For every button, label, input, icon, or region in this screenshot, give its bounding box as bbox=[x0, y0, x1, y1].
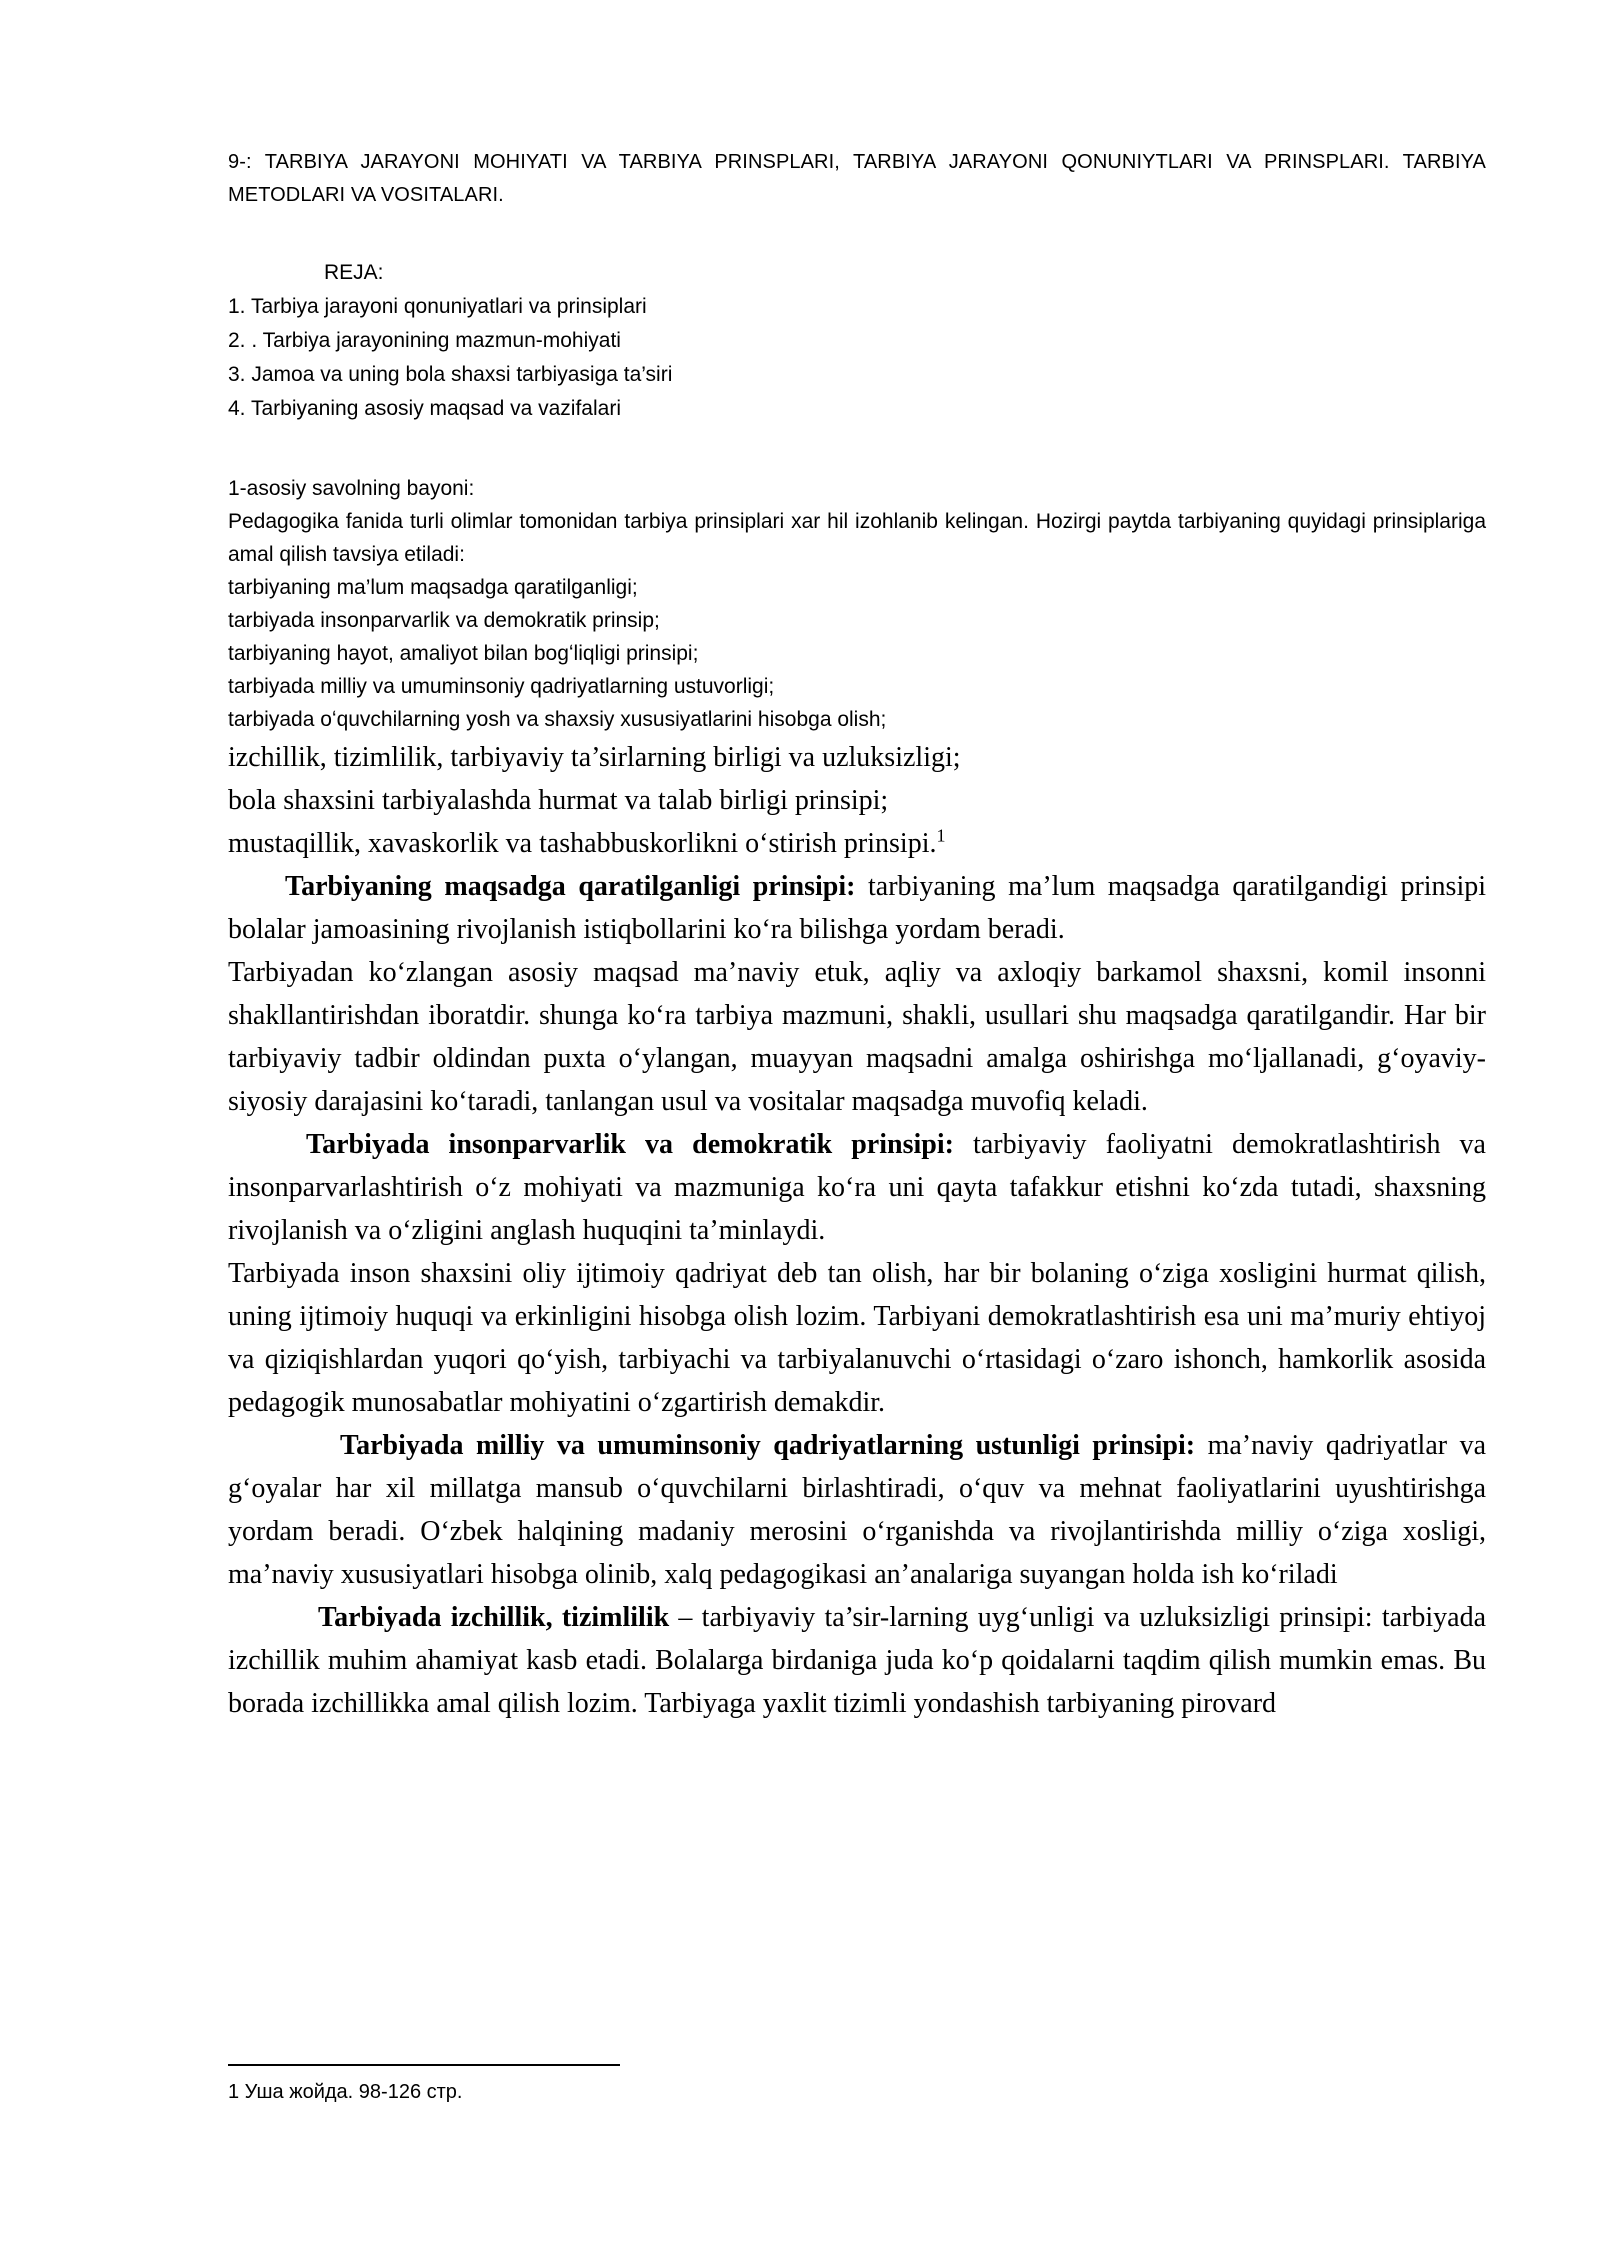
reja-item: 4. Tarbiyaning asosiy maqsad va vazifalari bbox=[228, 397, 621, 420]
paragraph-lead: Tarbiyada insonparvarlik va demokratik prinsipi: bbox=[306, 1129, 954, 1160]
principles-list-emphasis bbox=[228, 736, 1486, 865]
paragraph bbox=[228, 1424, 1486, 1596]
principle-item: tarbiyada insonparvarlik va demokratik prinsip; bbox=[228, 609, 660, 632]
paragraph bbox=[228, 1123, 1486, 1252]
principle-item: tarbiyada oʻquvchilarning yosh va shaxsiy xususiyatlarini hisobga olish; bbox=[228, 708, 887, 731]
principle-item: izchillik, tizimlilik, tarbiyaviy ta’sirlarning birligi va uzluksizligi; bbox=[228, 742, 961, 773]
footnote-separator bbox=[228, 2064, 620, 2066]
footnote-area bbox=[228, 2064, 1486, 2106]
intro-paragraph: Pedagogika fanida turli olimlar tomonidan tarbiya prinsiplari xar hil izohlanib kelingan. Hozirgi paytda tarbiyaning quyidagi prinsiplariga amal qilish tavsiya etiladi: bbox=[228, 510, 1486, 566]
reja-item: 2. . Tarbiya jarayonining mazmun-mohiyati bbox=[228, 329, 621, 352]
paragraph-lead: Tarbiyada milliy va umuminsoniy qadriyatlarning ustunligi prinsipi: bbox=[340, 1430, 1196, 1461]
principle-item: tarbiyaning ma’lum maqsadga qaratilganligi; bbox=[228, 576, 638, 599]
paragraph bbox=[228, 865, 1486, 951]
body-paragraphs bbox=[228, 865, 1486, 1725]
reja-heading: REJA: bbox=[324, 261, 384, 284]
paragraph-body: ma’naviy qadriyatlar va gʻoyalar har xil millatga mansub oʻquvchilarni birlashtiradi, oʻquv va mehnat faoliyatlarini uyushtirishga yordam beradi. Oʻzbek halqining madaniy merosini oʻrganishda va rivojlantirishda milliy oʻziga xosligi, ma’naviy xususiyatlari hisobga olinib, xalq pedagogikasi an’analariga suyangan holda ish koʻriladi bbox=[228, 1430, 1487, 1590]
paragraph-body: – tarbiyaviy ta’sir-larning uygʻunligi va uzluksizligi prinsipi: tarbiyada izchillik muhim ahamiyat kasb etadi. Bolalarga birdaniga juda koʻp qoidalarni taqdim qilish mumkin emas. Bu borada izchillikka amal qilish lozim. Tarbiyaga yaxlit tizimli yondashish tarbiyaning pirovard bbox=[228, 1602, 1486, 1719]
paragraph bbox=[228, 1596, 1486, 1725]
document-title: 9-: TARBIYA JARAYONI MOHIYATI VA TARBIYA PRINSPLARI, TARBIYA JARAYONI QONUNIYTLARI VA PRINSPLARI. TARBIYA METODLARI VA VOSITALARI. bbox=[228, 151, 1486, 206]
reja-item: 1. Tarbiya jarayoni qonuniyatlari va prinsiplari bbox=[228, 295, 647, 318]
paragraph-body: Tarbiyada inson shaxsini oliy ijtimoiy qadriyat deb tan olish, har bir bolaning oʻziga xosligini hurmat qilish, uning ijtimoiy huquqi va erkinligini hisobga olish lozim. Tarbiyani demokratlashtirish esa uni ma’muriy ehtiyoj va qiziqishlardan yuqori qoʻyish, tarbiyachi va tarbiyalanuvchi oʻrtasidagi oʻzaro ishonch, hamkorlik asosida pedagogik munosabatlar mohiyatini oʻzgartirish demakdir. bbox=[228, 1258, 1486, 1418]
principle-item: tarbiyaning hayot, amaliyot bilan bogʻliqligi prinsipi; bbox=[228, 642, 699, 665]
paragraph-body: tarbiyaviy faoliyatni demokratlashtirish va insonparvarlashtirish oʻz mohiyati va mazmuniga koʻra uni qayta tafakkur etishni koʻzda tutadi, shaxsning rivojlanish va oʻzligini anglash huquqini ta’minlaydi. bbox=[228, 1129, 1486, 1246]
paragraph-lead: Tarbiyaning maqsadga qaratilganligi prinsipi: bbox=[285, 871, 856, 902]
principle-item: tarbiyada milliy va umuminsoniy qadriyatlarning ustuvorligi; bbox=[228, 675, 775, 698]
paragraph-lead: Tarbiyada izchillik, tizimlilik bbox=[318, 1602, 670, 1633]
principle-item: bola shaxsini tarbiyalashda hurmat va talab birligi prinsipi; bbox=[228, 785, 889, 816]
footnote-reference: 1 bbox=[936, 825, 946, 846]
reja-list bbox=[228, 290, 1486, 426]
principle-item-text: mustaqillik, xavaskorlik va tashabbuskorlikni oʻstirish prinsipi. bbox=[228, 828, 937, 859]
paragraph bbox=[228, 951, 1486, 1123]
footnote-text: 1 Уша жойда. 98-126 стр. bbox=[228, 2081, 463, 2103]
paragraph-body: Tarbiyadan koʻzlangan asosiy maqsad ma’naviy etuk, aqliy va axloqiy barkamol shaxsni, komil insonni shakllantirishdan iboratdir. shunga koʻra tarbiya mazmuni, shakli, usullari shu maqsadga qaratilgandir. Har bir tarbiyaviy tadbir oldindan puxta oʻylangan, muayyan maqsadni amalga oshirishga moʻljallanadi, gʻoyaviy-siyosiy darajasini koʻtaradi, tanlangan usul va vositalar maqsadga muvofiq keladi. bbox=[228, 957, 1486, 1117]
paragraph bbox=[228, 1252, 1486, 1424]
reja-item: 3. Jamoa va uning bola shaxsi tarbiyasiga ta’siri bbox=[228, 363, 673, 386]
paragraph-body: tarbiyaning ma’lum maqsadga qaratilgandigi prinsipi bolalar jamoasining rivojlanish istiqbollarini koʻra bilishga yordam beradi. bbox=[228, 871, 1486, 945]
section-heading: 1-asosiy savolning bayoni: bbox=[228, 477, 475, 500]
principles-list-plain bbox=[228, 571, 1486, 736]
principle-item bbox=[228, 822, 1486, 865]
